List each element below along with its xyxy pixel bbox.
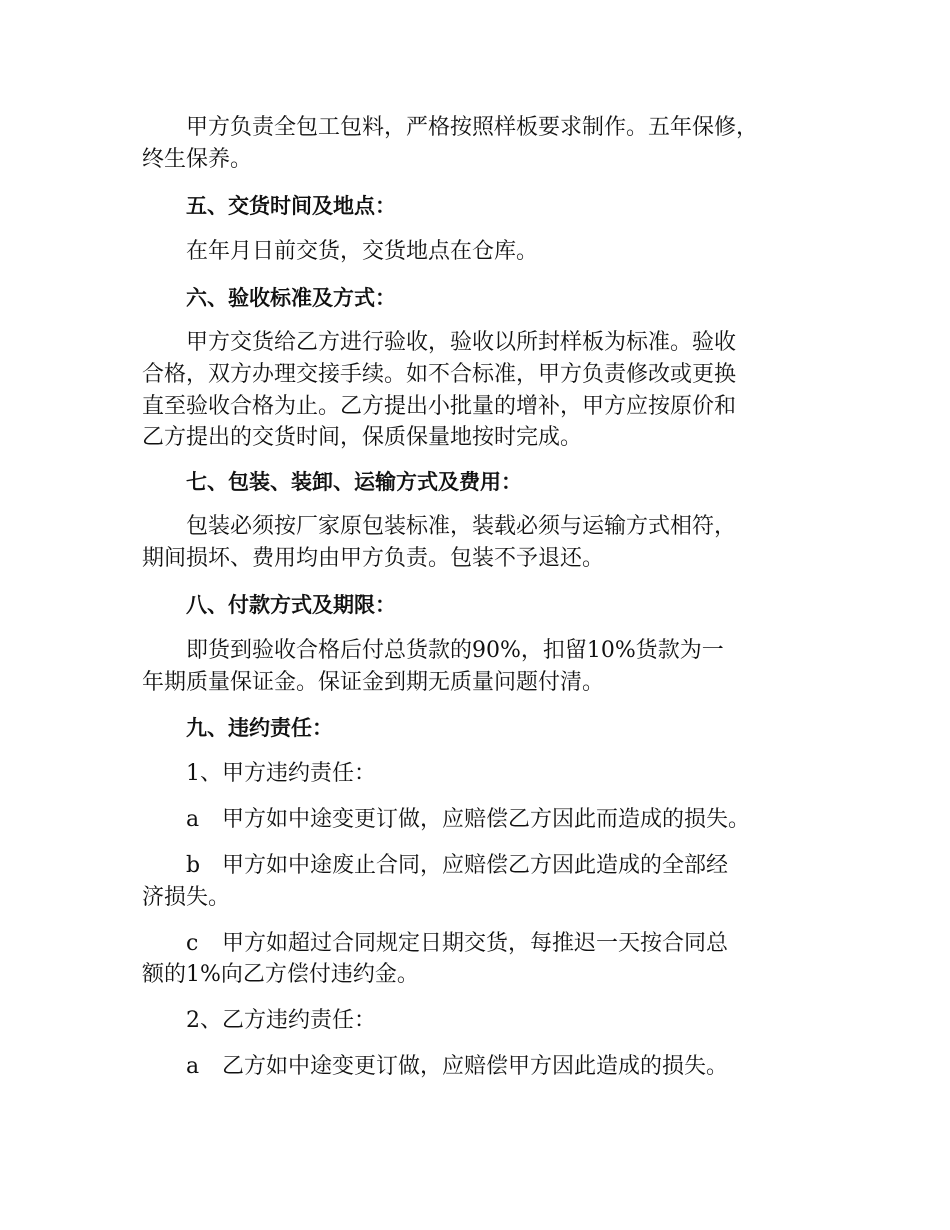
section7-text-line: 期间损坏、费用均由甲方负责。包装不予退还。 (142, 546, 605, 571)
clause-text: 甲方如超过合同规定日期交货，每推迟一天按合同总 (222, 931, 729, 956)
section9-heading: 九、违约责任： (186, 716, 333, 740)
clause-text: 甲方如中途废止合同，应赔偿乙方因此造成的全部经 (222, 853, 729, 878)
section5-text-line: 在年月日前交货，交货地点在仓库。 (186, 239, 539, 264)
party-a-clause-b-cont: 济损失。 (142, 885, 231, 910)
section4-text-line: 终生保养。 (142, 147, 253, 172)
clause-label: b (186, 853, 201, 878)
party-a-clause-c-cont: 额的1%向乙方偿付违约金。 (142, 962, 419, 987)
section6-text-line: 甲方交货给乙方进行验收，验收以所封样板为标准。验收 (186, 330, 737, 355)
party-a-clause-c (186, 928, 728, 960)
section5-heading: 五、交货时间及地点： (186, 194, 396, 218)
party-a-clause-a (186, 804, 750, 836)
section6-heading: 六、验收标准及方式： (186, 286, 396, 310)
section4-text-line: 甲方负责全包工包料，严格按照样板要求制作。五年保修， (186, 115, 759, 140)
clause-label: c (186, 931, 199, 956)
section8-text-line: 即货到验收合格后付总货款的90%，扣留10%货款为一 (186, 638, 724, 663)
clause-text: 甲方如中途变更订做，应赔偿乙方因此而造成的损失。 (222, 807, 751, 832)
clause-label: a (186, 1054, 200, 1079)
section6-text-line: 合格，双方办理交接手续。如不合标准，甲方负责修改或更换 (142, 362, 737, 387)
section7-heading: 七、包装、装卸、运输方式及费用： (186, 470, 522, 494)
section7-text-line: 包装必须按厂家原包装标准，装载必须与运输方式相符， (186, 514, 737, 539)
section8-text-line: 年期质量保证金。保证金到期无质量问题付清。 (142, 670, 605, 695)
section8-heading: 八、付款方式及期限： (186, 593, 396, 617)
party-b-clause-a (186, 1051, 728, 1083)
clause-label: a (186, 807, 200, 832)
clause-text: 乙方如中途变更订做，应赔偿甲方因此造成的损失。 (222, 1054, 729, 1079)
party-b-liability-title: 2、乙方违约责任： (186, 1008, 376, 1033)
section6-text-line: 乙方提出的交货时间，保质保量地按时完成。 (142, 425, 583, 450)
section6-text-line: 直至验收合格为止。乙方提出小批量的增补，甲方应按原价和 (142, 394, 737, 419)
party-a-clause-b (186, 850, 728, 882)
party-a-liability-title: 1、甲方违约责任： (186, 761, 376, 786)
